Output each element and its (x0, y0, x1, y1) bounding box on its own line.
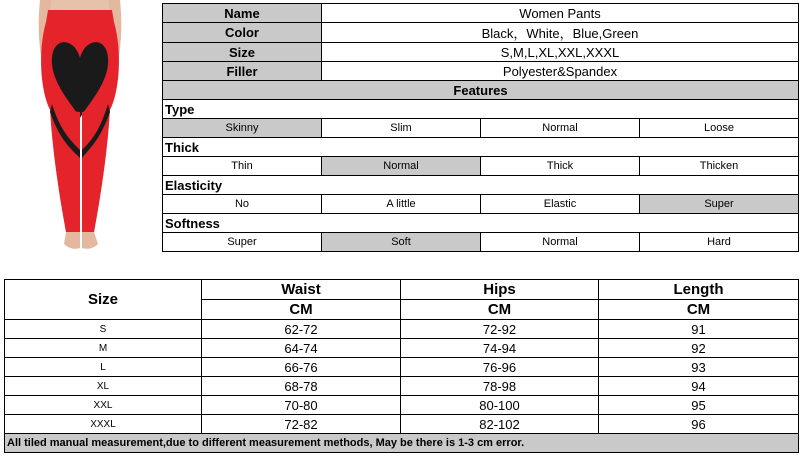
option-cell: Super (163, 233, 322, 252)
category-label: Elasticity (163, 176, 799, 195)
hips-cell: 74-94 (401, 339, 599, 358)
option-cell: Thick (481, 157, 640, 176)
column-unit: CM (599, 300, 799, 320)
option-cell: Hard (640, 233, 799, 252)
size-cell: XL (5, 377, 202, 396)
size-chart-header (5, 280, 799, 300)
table-row (5, 358, 799, 377)
length-cell: 91 (599, 320, 799, 339)
option-cell: Normal (481, 233, 640, 252)
category-elasticity-row (163, 176, 799, 195)
size-column-header: Size (5, 280, 202, 320)
table-row (5, 415, 799, 434)
waist-cell: 62-72 (202, 320, 401, 339)
table-row (5, 396, 799, 415)
waist-cell: 72-82 (202, 415, 401, 434)
option-cell: Thin (163, 157, 322, 176)
hips-cell: 80-100 (401, 396, 599, 415)
table-row (5, 320, 799, 339)
spec-row-color (163, 23, 799, 43)
option-cell: Loose (640, 119, 799, 138)
category-softness-row (163, 214, 799, 233)
option-cell-selected: Soft (322, 233, 481, 252)
size-chart-table (4, 279, 799, 453)
category-type-options (163, 119, 799, 138)
category-type-row (163, 100, 799, 119)
column-header: Length (599, 280, 799, 300)
hips-cell: 78-98 (401, 377, 599, 396)
column-header: Waist (202, 280, 401, 300)
hips-cell: 72-92 (401, 320, 599, 339)
waist-cell: 64-74 (202, 339, 401, 358)
features-header-row (163, 81, 799, 100)
category-label: Softness (163, 214, 799, 233)
category-elasticity-options (163, 195, 799, 214)
size-cell: L (5, 358, 202, 377)
size-cell: XXXL (5, 415, 202, 434)
table-row (5, 377, 799, 396)
measurement-note: All tiled manual measurement,due to different measurement methods, May be there is 1-3 cm error. (5, 434, 799, 453)
column-unit: CM (202, 300, 401, 320)
waist-cell: 70-80 (202, 396, 401, 415)
category-thick-row (163, 138, 799, 157)
spec-key: Filler (163, 62, 322, 81)
option-cell: Thicken (640, 157, 799, 176)
measurement-note-row (5, 434, 799, 453)
waist-cell: 68-78 (202, 377, 401, 396)
column-header: Hips (401, 280, 599, 300)
spec-key: Name (163, 4, 322, 23)
spec-value: Women Pants (322, 4, 799, 23)
option-cell: Slim (322, 119, 481, 138)
length-cell: 93 (599, 358, 799, 377)
leggings-illustration (0, 0, 160, 260)
option-cell-selected: Normal (322, 157, 481, 176)
category-thick-options (163, 157, 799, 176)
spec-table (162, 3, 799, 252)
option-cell: No (163, 195, 322, 214)
option-cell-selected: Skinny (163, 119, 322, 138)
category-label: Type (163, 100, 799, 119)
length-cell: 95 (599, 396, 799, 415)
spec-row-name (163, 4, 799, 23)
hips-cell: 76-96 (401, 358, 599, 377)
waist-cell: 66-76 (202, 358, 401, 377)
size-cell: XXL (5, 396, 202, 415)
table-row (5, 339, 799, 358)
product-photo (0, 0, 160, 260)
size-cell: S (5, 320, 202, 339)
option-cell: A little (322, 195, 481, 214)
spec-key: Color (163, 23, 322, 43)
spec-value: Polyester&Spandex (322, 62, 799, 81)
spec-row-filler (163, 62, 799, 81)
spec-value: S,M,L,XL,XXL,XXXL (322, 43, 799, 62)
spec-key: Size (163, 43, 322, 62)
spec-value: Black，White，Blue,Green (322, 23, 799, 43)
category-label: Thick (163, 138, 799, 157)
option-cell: Elastic (481, 195, 640, 214)
column-unit: CM (401, 300, 599, 320)
features-title: Features (163, 81, 799, 100)
spec-row-size (163, 43, 799, 62)
length-cell: 94 (599, 377, 799, 396)
length-cell: 92 (599, 339, 799, 358)
option-cell-selected: Super (640, 195, 799, 214)
category-softness-options (163, 233, 799, 252)
length-cell: 96 (599, 415, 799, 434)
hips-cell: 82-102 (401, 415, 599, 434)
size-cell: M (5, 339, 202, 358)
option-cell: Normal (481, 119, 640, 138)
